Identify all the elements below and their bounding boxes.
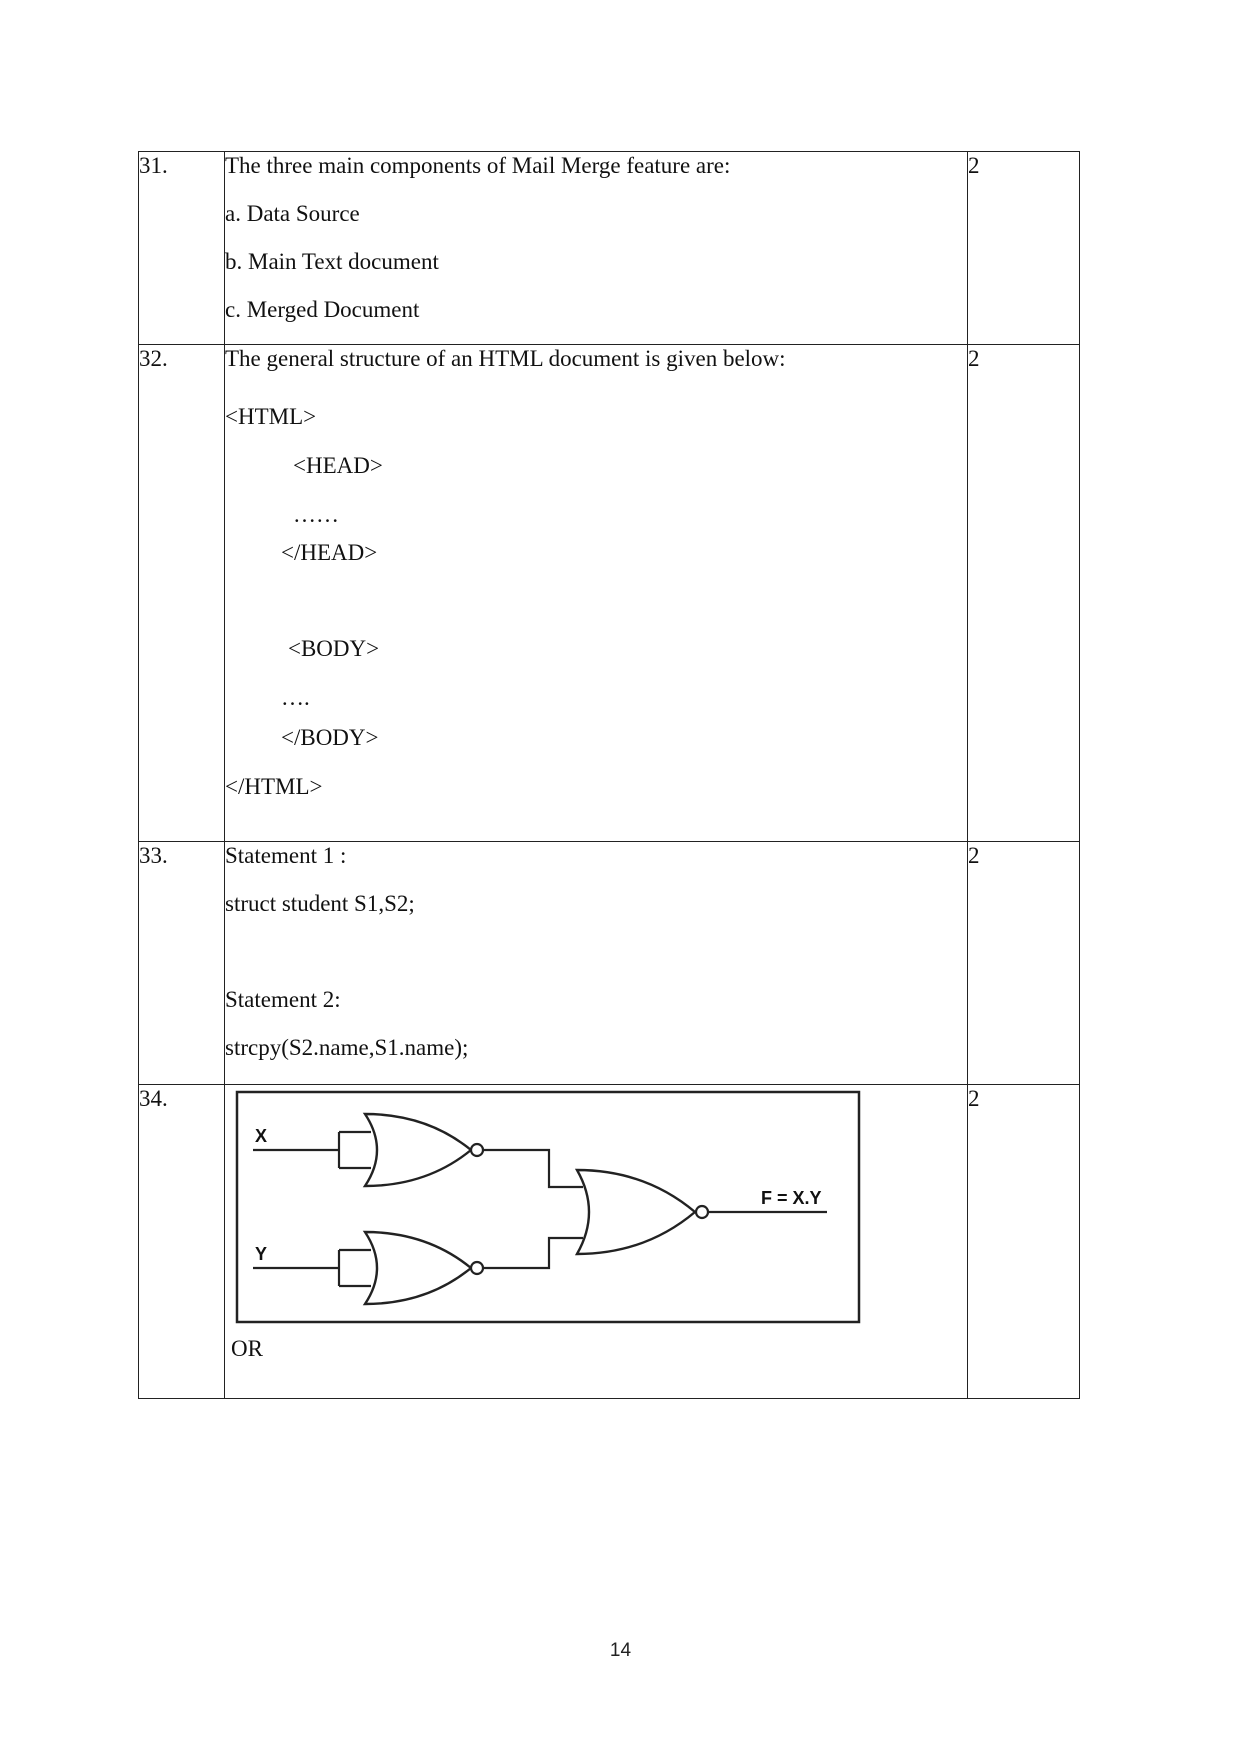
code-line: </HTML> xyxy=(225,774,323,799)
circuit-svg xyxy=(231,1088,871,1328)
question-number: 31. xyxy=(139,152,225,345)
answer-cell xyxy=(225,345,968,842)
answer-line: b. Main Text document xyxy=(225,249,439,274)
marks-cell: 2 xyxy=(968,842,1080,1085)
output-label: F = X.Y xyxy=(761,1188,822,1208)
page-number: 14 xyxy=(609,1640,632,1661)
marks-cell: 2 xyxy=(968,345,1080,842)
answer-line: struct student S1,S2; xyxy=(225,891,415,916)
nor-gate-1 xyxy=(365,1114,471,1186)
nor-gate-2 xyxy=(365,1232,471,1304)
answer-line: a. Data Source xyxy=(225,201,360,226)
nor-gate-2-bubble xyxy=(471,1262,483,1274)
input-y-label: Y xyxy=(255,1244,268,1264)
code-line: </BODY> xyxy=(281,725,379,750)
marks-cell: 2 xyxy=(968,152,1080,345)
answer-table xyxy=(138,151,1080,1399)
answer-cell xyxy=(225,842,968,1085)
marks-cell: 2 xyxy=(968,1085,1080,1399)
question-row-31 xyxy=(139,152,1080,345)
code-line: <HTML> xyxy=(225,404,317,429)
question-row-32 xyxy=(139,345,1080,842)
code-line: </HEAD> xyxy=(281,540,378,565)
answer-line: strcpy(S2.name,S1.name); xyxy=(225,1035,469,1060)
question-number: 33. xyxy=(139,842,225,1085)
answer-cell xyxy=(225,1085,968,1399)
logic-circuit-diagram xyxy=(231,1085,967,1335)
answer-line: Statement 2: xyxy=(225,987,341,1012)
answer-line: c. Merged Document xyxy=(225,297,420,322)
nor-gate-3 xyxy=(577,1170,695,1254)
code-line: <BODY> xyxy=(288,636,380,661)
question-number: 34. xyxy=(139,1085,225,1399)
answer-line: The three main components of Mail Merge feature are: xyxy=(225,153,731,178)
nor-gate-1-bubble xyxy=(471,1144,483,1156)
answer-line: Statement 1 : xyxy=(225,843,347,868)
question-row-34 xyxy=(139,1085,1080,1399)
question-row-33 xyxy=(139,842,1080,1085)
nor-gate-3-bubble xyxy=(696,1206,708,1218)
code-line: <HEAD> xyxy=(293,453,383,478)
question-number: 32. xyxy=(139,345,225,842)
answer-cell xyxy=(225,152,968,345)
code-line: …… xyxy=(293,502,339,527)
code-line: …. xyxy=(281,685,310,710)
input-x-label: X xyxy=(255,1126,268,1146)
answer-line: The general structure of an HTML document is given below: xyxy=(225,346,786,371)
or-label: OR xyxy=(231,1336,263,1361)
